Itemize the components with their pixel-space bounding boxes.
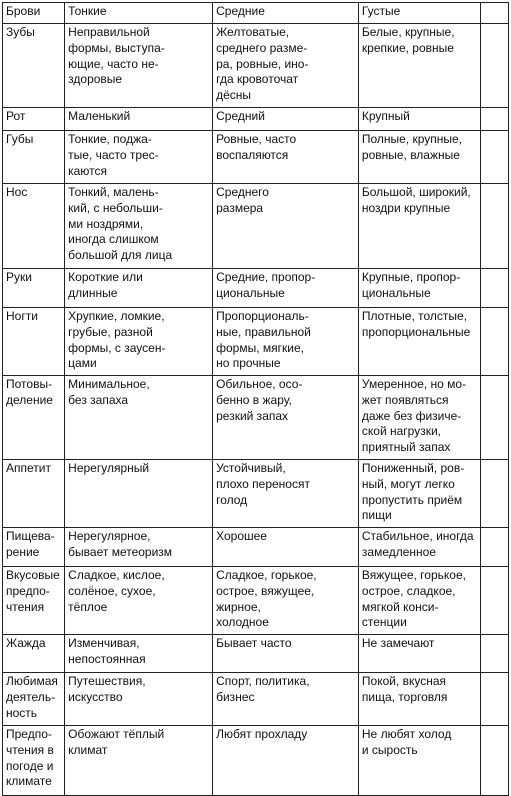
table-cell (358, 3, 480, 24)
table-cell (213, 108, 359, 131)
cell-text-line: каются (68, 163, 107, 178)
row-label-cell (3, 3, 65, 24)
row-label-cell (3, 460, 65, 528)
cell-text-line: Нерегулярное, (68, 529, 151, 543)
empty-cell (481, 726, 509, 796)
cell-text-line: рение (6, 544, 40, 559)
cell-text-line: иногда слишком (68, 232, 159, 247)
table-cell (65, 24, 213, 108)
table-cell (358, 269, 480, 308)
cell-text-line: воспаляются (216, 147, 289, 162)
table-cell (65, 308, 213, 376)
empty-cell (481, 567, 509, 635)
cell-text-line: пища, торговля (361, 689, 448, 704)
table-cell (65, 460, 213, 528)
cell-text-line: Изменчивая, (68, 636, 140, 650)
table-cell (65, 3, 213, 24)
characteristics-table (2, 2, 509, 796)
cell-text-line: Крупный (361, 109, 410, 123)
cell-text-line: приятный запах (361, 440, 451, 455)
cell-text-line: Тонкие (68, 4, 107, 18)
cell-text-line: Брови (6, 4, 41, 18)
row-label-cell (3, 726, 65, 796)
cell-text-line: ные, правильной (216, 324, 311, 339)
cell-text-line: стенции (361, 615, 407, 630)
cell-text-line: Спорт, политика, (216, 674, 310, 688)
cell-text-line: тые, часто трес- (68, 147, 159, 162)
empty-cell (481, 376, 509, 460)
cell-text-line: замедленное (361, 544, 437, 559)
cell-text-line: кий, с небольши- (68, 200, 163, 215)
cell-text-line: Полные, крупные, (361, 132, 463, 146)
cell-text-line: Стабильное, иногда (361, 529, 474, 543)
table-cell (213, 308, 359, 376)
table-cell (65, 673, 213, 726)
cell-text-line: Обильное, осо- (216, 377, 303, 391)
cell-text-line: пропустить приём (361, 492, 463, 507)
empty-cell (481, 131, 509, 184)
row-label-cell (3, 269, 65, 308)
cell-text-line: мягкой конси- (361, 599, 439, 614)
cell-text-line: без запаха (68, 392, 129, 407)
cell-text-line: Хрупкие, ломкие, (68, 309, 165, 323)
cell-text-line: ность (6, 705, 38, 720)
cell-text-line: холодное (216, 615, 269, 630)
row-label-cell (3, 376, 65, 460)
row-label-cell (3, 24, 65, 108)
table-cell (213, 269, 359, 308)
cell-text-line: ми ноздрями, (68, 216, 144, 231)
table-row (3, 108, 509, 131)
row-label-cell (3, 108, 65, 131)
cell-text-line: чтения в (6, 742, 54, 757)
cell-text-line: грубые, разной (68, 324, 153, 339)
cell-text-line: голод (216, 492, 248, 507)
cell-text-line: деление (6, 392, 53, 407)
table-cell (65, 528, 213, 567)
cell-text-line: Неправильной (68, 25, 150, 39)
table-cell (65, 108, 213, 131)
table-cell (213, 24, 359, 108)
cell-text-line: Любимая (6, 674, 58, 688)
cell-text-line: солёное, сухое, (68, 583, 156, 598)
cell-text-line: Средние, пропор- (216, 270, 316, 284)
cell-text-line: жирное, (216, 599, 261, 614)
row-label-cell (3, 184, 65, 269)
cell-text-line: пропорциональные (361, 324, 471, 339)
row-label-cell (3, 673, 65, 726)
table-cell (65, 726, 213, 796)
cell-text-line: Обожают тёплый (68, 727, 165, 741)
cell-text-line: Ногти (6, 309, 38, 323)
cell-text-line: ющие, часто не- (68, 56, 159, 71)
cell-text-line: Сладкое, горькое, (216, 568, 317, 582)
cell-text-line: Ровные, часто (216, 132, 297, 146)
cell-text-line: Не замечают (361, 636, 435, 650)
cell-text-line: климате (6, 774, 52, 789)
table-row (3, 24, 509, 108)
empty-cell (481, 3, 509, 24)
table-cell (358, 184, 480, 269)
cell-text-line: среднего разме- (216, 40, 308, 55)
cell-text-line: Потовы- (6, 377, 53, 391)
cell-text-line: Вкусовые (6, 568, 60, 582)
table-cell (358, 308, 480, 376)
cell-text-line: бизнес (216, 689, 255, 704)
table-row (3, 528, 509, 567)
cell-text-line: острое, вяжущее, (216, 583, 315, 598)
cell-text-line: Тонкий, малень- (68, 185, 159, 199)
cell-text-line: искусство (68, 689, 123, 704)
table-cell (213, 567, 359, 635)
cell-text-line: ноздри крупные (361, 200, 451, 215)
table-row (3, 376, 509, 460)
table-row (3, 567, 509, 635)
cell-text-line: Белые, крупные, (361, 25, 455, 39)
cell-text-line: острое, сладкое, (361, 583, 456, 598)
cell-text-line: предпо- (6, 583, 50, 598)
cell-text-line: крепкие, ровные (361, 40, 454, 55)
cell-text-line: ный, могут легко (361, 476, 455, 491)
cell-text-line: дёсны (216, 88, 252, 103)
empty-cell (481, 308, 509, 376)
cell-text-line: Желтоватые, (216, 25, 290, 39)
empty-cell (481, 184, 509, 269)
cell-text-line: Нос (6, 185, 28, 199)
cell-text-line: здоровые (68, 72, 123, 87)
table-cell (213, 635, 359, 673)
cell-text-line: циональные (216, 285, 285, 300)
table-cell (358, 108, 480, 131)
cell-text-line: Аппетит (6, 461, 51, 475)
cell-text-line: циональные (361, 285, 431, 300)
table-cell (65, 184, 213, 269)
cell-text-line: даже без физиче- (361, 408, 462, 423)
cell-text-line: Среднего (216, 185, 269, 199)
cell-text-line: ра, ровные, ино- (216, 56, 309, 71)
cell-text-line: климат (68, 742, 108, 757)
cell-text-line: Короткие или (68, 270, 143, 284)
table-cell (358, 460, 480, 528)
table-cell (65, 635, 213, 673)
table-cell (358, 528, 480, 567)
table-cell (358, 673, 480, 726)
cell-text-line: Средние (216, 4, 265, 18)
cell-text-line: Путешествия, (68, 674, 146, 688)
table-cell (213, 376, 359, 460)
empty-cell (481, 528, 509, 567)
cell-text-line: бывает метеоризм (68, 544, 173, 559)
cell-text-line: Густые (361, 4, 401, 18)
cell-text-line: Умеренное, но мо- (361, 377, 467, 391)
cell-text-line: непостоянная (68, 651, 146, 666)
cell-text-line: плохо переносят (216, 476, 310, 491)
cell-text-line: деятель- (6, 689, 56, 704)
cell-text-line: но прочные (216, 356, 281, 371)
cell-text-line: Руки (6, 270, 32, 284)
table-body (3, 3, 509, 796)
table-cell (213, 673, 359, 726)
cell-text-line: Пониженный, ров- (361, 461, 465, 475)
cell-text-line: Покой, вкусная (361, 674, 447, 688)
cell-text-line: длинные (68, 285, 118, 300)
cell-text-line: Устойчивый, (216, 461, 286, 475)
table-cell (358, 635, 480, 673)
table-row (3, 635, 509, 673)
table-cell (213, 131, 359, 184)
cell-text-line: Не любят холод (361, 727, 452, 741)
table-row (3, 3, 509, 24)
table-cell (213, 528, 359, 567)
cell-text-line: формы, с заусен- (68, 340, 166, 355)
cell-text-line: погоде и (6, 758, 54, 773)
cell-text-line: Жажда (6, 636, 46, 650)
cell-text-line: Хорошее (216, 529, 267, 543)
table-cell (213, 184, 359, 269)
table-cell (65, 567, 213, 635)
table-cell (358, 567, 480, 635)
table-cell (213, 3, 359, 24)
cell-text-line: Зубы (6, 25, 35, 39)
cell-text-line: Большой, широкий, (361, 185, 471, 199)
cell-text-line: жет появляться (361, 392, 449, 407)
cell-text-line: Средний (216, 109, 265, 123)
cell-text-line: формы, мягкие, (216, 340, 304, 355)
cell-text-line: Вяжущее, горькое, (361, 568, 466, 582)
cell-text-line: бенно в жару, (216, 392, 292, 407)
cell-text-line: Крупные, пропор- (361, 270, 461, 284)
cell-text-line: тёплое (68, 599, 108, 614)
cell-text-line: пищи (361, 508, 392, 523)
cell-text-line: большой для лица (68, 248, 173, 263)
table-row (3, 308, 509, 376)
cell-text-line: Плотные, толстые, (361, 309, 468, 323)
table-cell (65, 376, 213, 460)
table-cell (358, 376, 480, 460)
cell-text-line: Пищева- (6, 529, 55, 543)
cell-text-line: чтения (6, 599, 45, 614)
cell-text-line: размера (216, 200, 264, 215)
cell-text-line: Минимальное, (68, 377, 150, 391)
row-label-cell (3, 567, 65, 635)
table-row (3, 131, 509, 184)
table-cell (213, 460, 359, 528)
cell-text-line: и сырость (361, 742, 418, 757)
cell-text-line: Тонкие, поджа- (68, 132, 152, 146)
cell-text-line: формы, выступа- (68, 40, 165, 55)
cell-text-line: Сладкое, кислое, (68, 568, 165, 582)
cell-text-line: Нерегулярный (68, 461, 150, 475)
table-row (3, 726, 509, 796)
empty-cell (481, 460, 509, 528)
cell-text-line: цами (68, 356, 97, 371)
table-cell (358, 24, 480, 108)
table-cell (65, 269, 213, 308)
row-label-cell (3, 635, 65, 673)
empty-cell (481, 108, 509, 131)
table-row (3, 184, 509, 269)
row-label-cell (3, 308, 65, 376)
empty-cell (481, 269, 509, 308)
empty-cell (481, 24, 509, 108)
cell-text-line: резкий запах (216, 408, 289, 423)
table-cell (213, 726, 359, 796)
table-cell (65, 131, 213, 184)
empty-cell (481, 635, 509, 673)
cell-text-line: ровные, влажные (361, 147, 460, 162)
cell-text-line: Пропорциональ- (216, 309, 309, 323)
table-row (3, 460, 509, 528)
table-cell (358, 726, 480, 796)
empty-cell (481, 673, 509, 726)
cell-text-line: ской нагрузки, (361, 424, 441, 439)
cell-text-line: Бывает часто (216, 636, 292, 650)
cell-text-line: Губы (6, 132, 34, 146)
table-cell (358, 131, 480, 184)
row-label-cell (3, 131, 65, 184)
table-row (3, 673, 509, 726)
cell-text-line: Маленький (68, 109, 131, 123)
cell-text-line: Любят прохладу (216, 727, 308, 741)
row-label-cell (3, 528, 65, 567)
cell-text-line: Рот (6, 109, 26, 123)
cell-text-line: Предпо- (6, 727, 52, 741)
cell-text-line: гда кровоточат (216, 72, 299, 87)
table-row (3, 269, 509, 308)
